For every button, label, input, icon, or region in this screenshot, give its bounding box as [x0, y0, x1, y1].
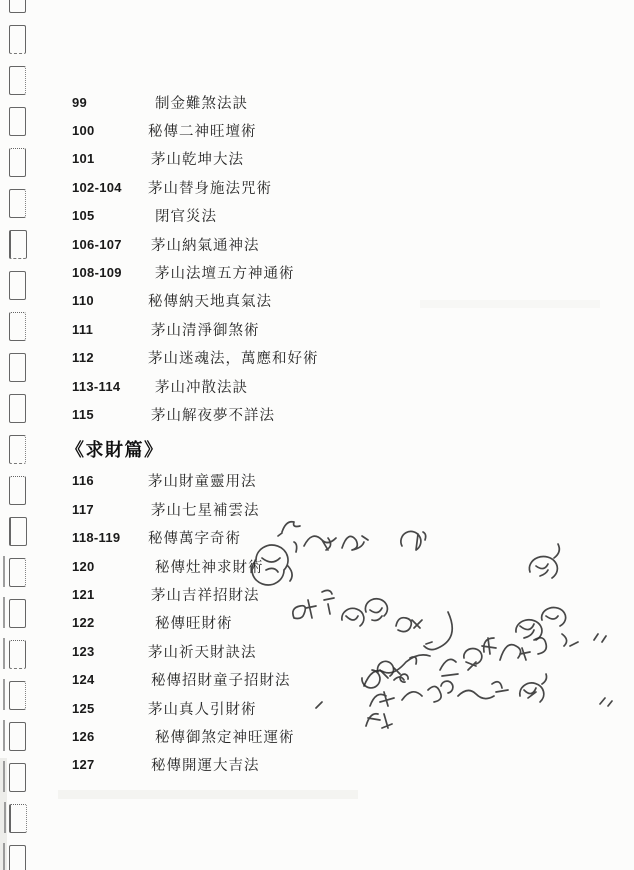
handwriting-scribble [362, 661, 408, 688]
toc-entry-title: 秘傳招財童子招財法 [151, 673, 291, 690]
toc-entry-title: 秘傳開運大吉法 [151, 758, 260, 775]
toc-entry-title: 茅山祈天財訣法 [148, 644, 257, 661]
handwriting-scribble [440, 649, 482, 676]
toc-row [72, 88, 492, 116]
handwriting-scribble [294, 536, 336, 552]
toc-entry-title: 秘傳二神旺壇術 [148, 124, 257, 141]
toc-entry-title: 茅山替身施法咒術 [148, 180, 272, 197]
toc-row [72, 173, 492, 201]
handwriting-scribble [293, 600, 316, 619]
handwritten-annotations [244, 500, 634, 762]
binding-hole [9, 394, 26, 423]
toc-entry-title: 茅山七星補雲法 [151, 502, 260, 519]
toc-page-numbers: 125 [72, 700, 95, 716]
binding-hole [9, 0, 26, 13]
toc-entry-title: 秘傳旺財術 [155, 616, 233, 633]
toc-row [72, 230, 492, 258]
toc-row [72, 344, 492, 372]
scan-smudge [58, 790, 358, 799]
binding-hole [9, 66, 26, 95]
binding-holes-column [0, 0, 40, 870]
toc-row [72, 372, 492, 400]
binding-hole [9, 763, 26, 792]
toc-page-numbers: 99 [72, 94, 88, 110]
handwriting-scribble [401, 531, 426, 550]
toc-entry-title: 茅山解夜夢不詳法 [151, 407, 275, 424]
toc-entry-title: 茅山清淨御煞術 [151, 322, 260, 339]
binding-hole [9, 189, 26, 218]
binding-hole [9, 804, 27, 833]
toc-page-numbers: 111 [72, 321, 94, 337]
toc-row [72, 202, 492, 230]
toc-entry-title: 茅山吉祥招財法 [151, 587, 260, 604]
binding-hole [9, 640, 26, 669]
binding-hole [9, 353, 26, 382]
handwriting-scribble [424, 612, 452, 650]
toc-entry-title: 秘傳納天地真氣法 [148, 294, 272, 311]
handwriting-scribble [500, 638, 546, 660]
handwriting-scribble [252, 545, 292, 585]
binding-hole [9, 271, 26, 300]
handwriting-scribble [516, 608, 578, 646]
toc-entry-title: 制金難煞法訣 [155, 95, 248, 112]
toc-page-numbers: 118-119 [72, 530, 121, 546]
binding-hole [9, 845, 26, 870]
handwriting-scribble [322, 590, 334, 614]
toc-entry-title: 茅山乾坤大法 [151, 152, 244, 169]
toc-row [72, 315, 492, 343]
section-heading: 《求財篇》 [66, 439, 164, 460]
binding-hole [9, 312, 26, 341]
binding-hole [9, 681, 26, 710]
binding-hole [9, 148, 26, 177]
toc-page-numbers: 123 [72, 643, 95, 659]
toc-page-numbers: 127 [72, 757, 95, 773]
handwriting-scribble [278, 522, 300, 536]
toc-page-numbers: 110 [72, 293, 94, 309]
toc-entry-title: 茅山法壇五方神通術 [155, 266, 295, 283]
toc-page-numbers: 121 [72, 586, 95, 602]
handwriting-scribble [342, 599, 388, 626]
binding-hole [9, 558, 26, 587]
binding-hole [9, 107, 26, 136]
handwriting-scribble [316, 634, 612, 708]
binding-hole [9, 435, 26, 464]
toc-page-numbers: 105 [72, 208, 95, 224]
binding-hole [9, 25, 26, 54]
toc-row [72, 467, 492, 495]
handwriting-scribble [529, 544, 559, 578]
toc-page-numbers: 122 [72, 615, 95, 631]
toc-row [72, 258, 492, 286]
toc-page-numbers: 102-104 [72, 179, 122, 195]
toc-entry-title: 茅山迷魂法，萬應和好術 [148, 351, 319, 368]
toc-row [72, 116, 492, 144]
binding-hole [9, 476, 26, 505]
binding-hole [9, 230, 27, 259]
toc-page-numbers: 124 [72, 672, 95, 688]
toc-entry-title: 秘傳灶神求財術 [155, 559, 264, 576]
toc-page-numbers: 116 [72, 473, 94, 489]
toc-page-numbers: 108-109 [72, 265, 122, 281]
toc-page-numbers: 112 [72, 350, 94, 366]
toc-page-numbers: 120 [72, 558, 95, 574]
toc-entry-title: 茅山真人引財術 [148, 701, 257, 718]
toc-row [72, 287, 492, 315]
toc-page-numbers: 115 [72, 406, 94, 422]
toc-page-numbers: 117 [72, 501, 94, 517]
toc-page-numbers: 106-107 [72, 236, 122, 252]
handwriting-scribble [520, 674, 547, 702]
toc-page-numbers: 101 [72, 151, 95, 167]
toc-entry-title: 秘傳御煞定神旺運術 [155, 729, 295, 746]
handwriting-scribble [482, 638, 496, 654]
handwriting-scribble [342, 536, 368, 550]
handwriting-scribble [370, 681, 508, 706]
toc-entry-title: 茅山冲散法訣 [155, 379, 248, 396]
binding-hole [9, 599, 26, 628]
toc-entry-title: 秘傳萬字奇術 [148, 531, 241, 548]
handwriting-scribble [396, 618, 422, 632]
toc-page-numbers: 113-114 [72, 378, 121, 394]
toc-entry-title: 茅山納氣通神法 [151, 237, 260, 254]
toc-row [72, 145, 492, 173]
toc-entry-title: 茅山財童靈用法 [148, 474, 257, 491]
toc-page-numbers: 100 [72, 123, 95, 139]
toc-row [72, 400, 492, 428]
toc-entry-title: 閉官災法 [155, 209, 217, 226]
binding-hole [9, 722, 26, 751]
handwriting-scribble [366, 714, 392, 728]
toc-page-numbers: 126 [72, 728, 95, 744]
binding-hole [9, 517, 27, 546]
